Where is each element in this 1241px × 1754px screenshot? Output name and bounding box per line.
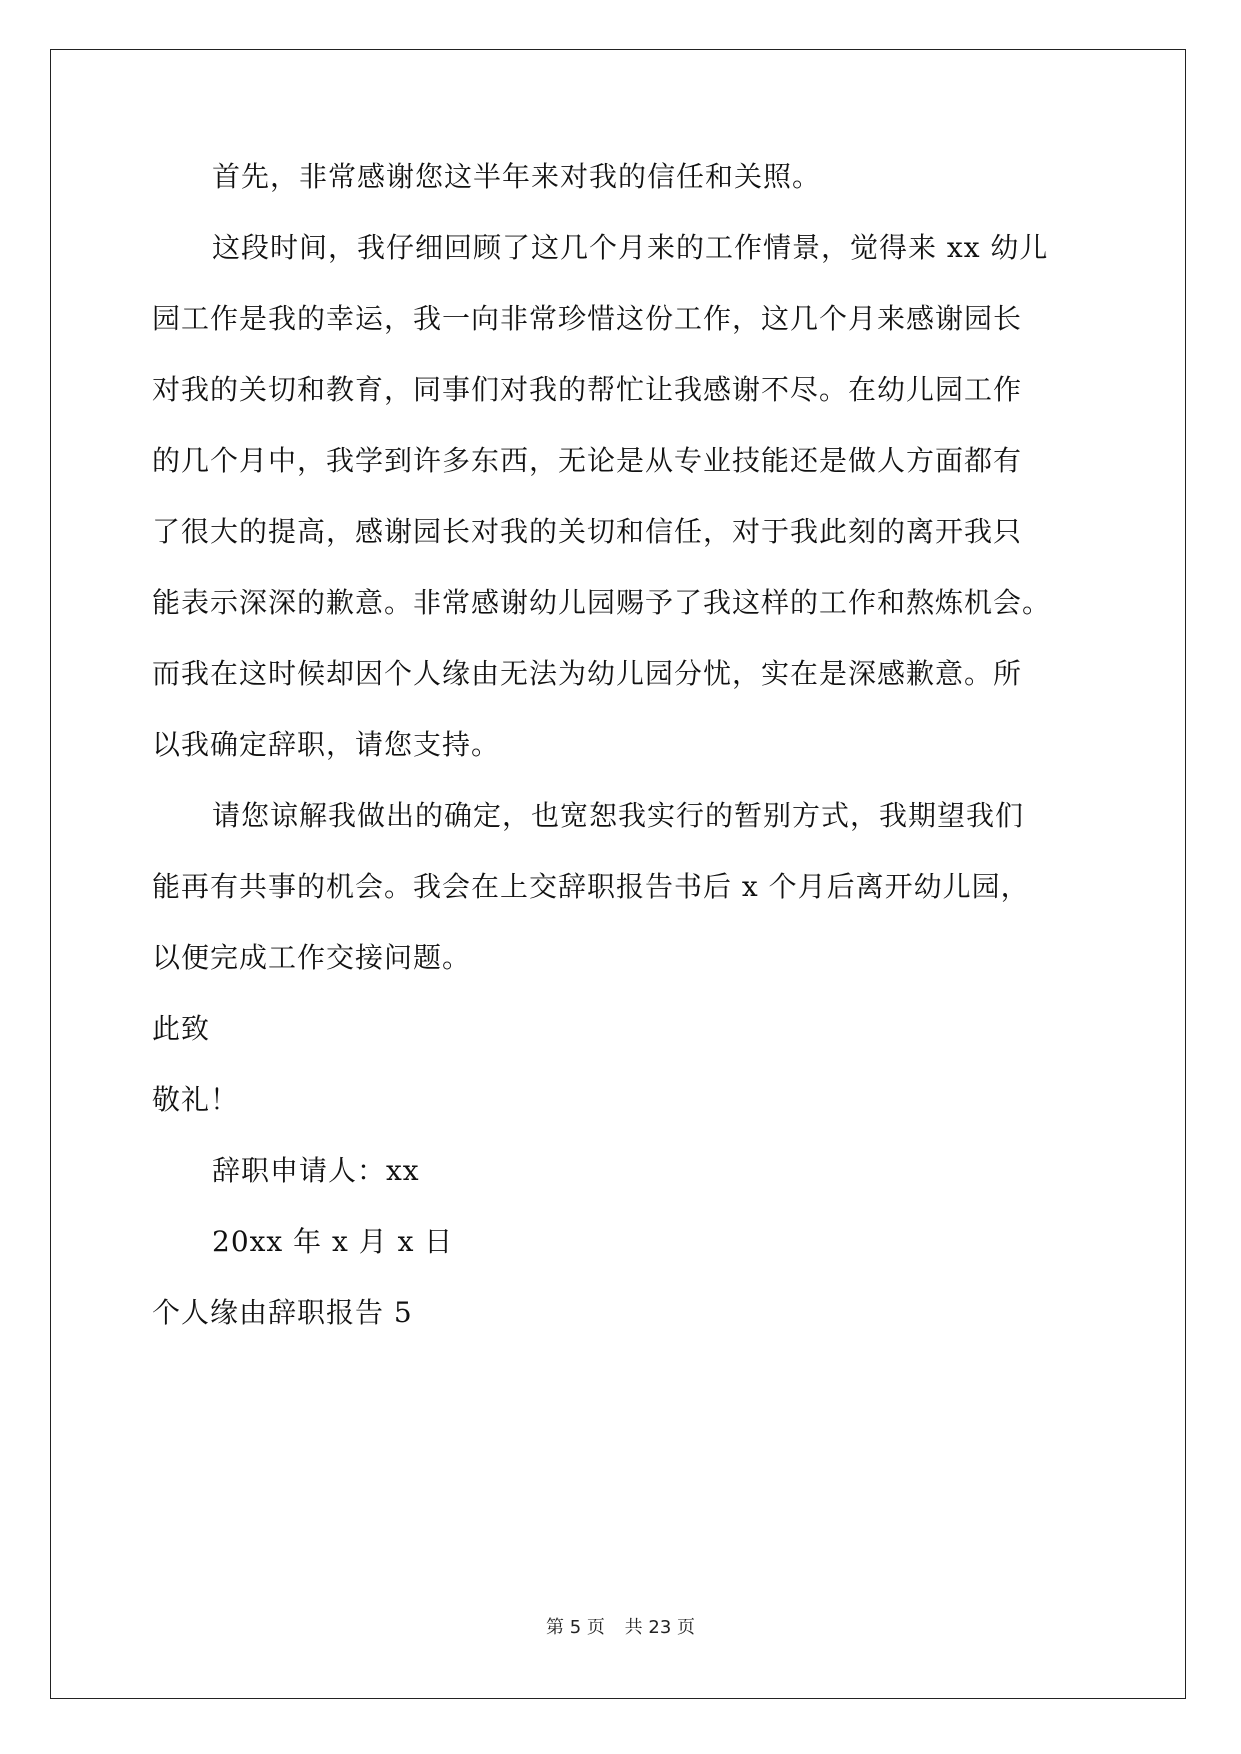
page-total: 共 23 页 — [624, 1617, 695, 1638]
paragraph-line: 以便完成工作交接问题。 — [152, 941, 472, 974]
closing-salutation: 此致 — [152, 1012, 211, 1045]
page-footer — [0, 1616, 1241, 1640]
paragraph-line: 能再有共事的机会。我会在上交辞职报告书后 x 个月后离开幼儿园， — [152, 870, 1030, 903]
paragraph-line: 对我的关切和教育，同事们对我的帮忙让我感谢不尽。在幼儿园工作 — [152, 373, 1023, 406]
paragraph-line: 了很大的提高，感谢园长对我的关切和信任，对于我此刻的离开我只 — [152, 515, 1023, 548]
paragraph-line: 能表示深深的歉意。非常感谢幼儿园赐予了我这样的工作和熬炼机会。 — [152, 586, 1052, 619]
date-line: 20xx 年 x 月 x 日 — [212, 1225, 454, 1258]
section-heading: 个人缘由辞职报告 5 — [152, 1296, 413, 1329]
paragraph-line: 请您谅解我做出的确定，也宽恕我实行的暂别方式，我期望我们 — [212, 799, 1025, 832]
paragraph-line: 这段时间，我仔细回顾了这几个月来的工作情景，觉得来 xx 幼儿 — [212, 231, 1049, 264]
paragraph-line: 以我确定辞职，请您支持。 — [152, 728, 501, 761]
signature-line: 辞职申请人：xx — [212, 1154, 420, 1187]
paragraph-line: 园工作是我的幸运，我一向非常珍惜这份工作，这几个月来感谢园长 — [152, 302, 1023, 335]
paragraph-line: 的几个月中，我学到许多东西，无论是从专业技能还是做人方面都有 — [152, 444, 1023, 477]
paragraph-line: 而我在这时候却因个人缘由无法为幼儿园分忧，实在是深感歉意。所 — [152, 657, 1023, 690]
closing-regards: 敬礼！ — [152, 1083, 240, 1116]
page-number: 第 5 页 — [546, 1617, 605, 1638]
paragraph-line: 首先，非常感谢您这半年来对我的信任和关照。 — [212, 160, 822, 193]
